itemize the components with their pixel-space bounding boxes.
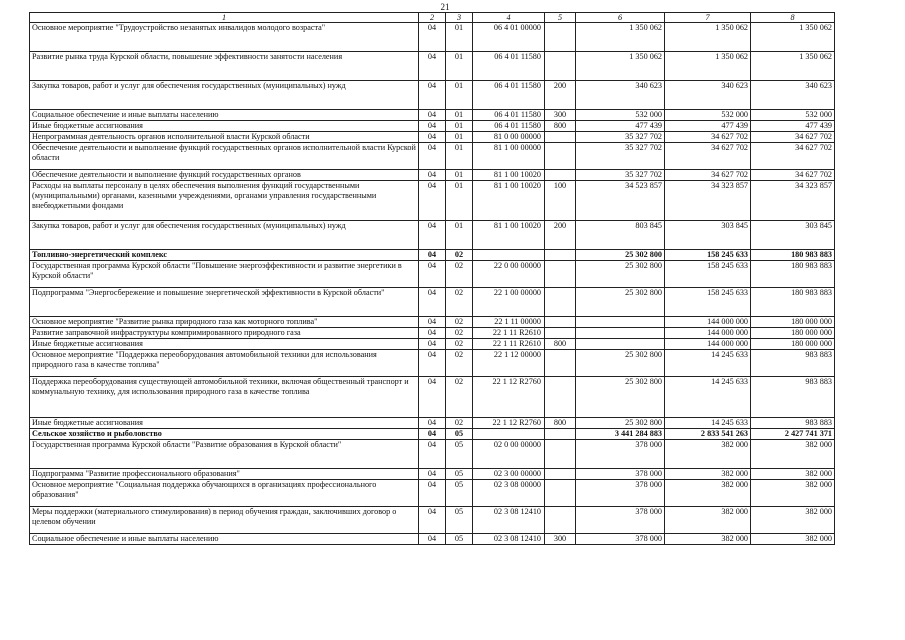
amount-year-1: 25 302 800 bbox=[576, 350, 665, 377]
amount-year-1: 532 000 bbox=[576, 110, 665, 121]
target-article-code: 22 1 11 R2610 bbox=[473, 328, 545, 339]
expense-type-code bbox=[545, 288, 576, 317]
expense-type-code bbox=[545, 23, 576, 52]
row-name: Иные бюджетные ассигнования bbox=[30, 121, 419, 132]
target-article-code: 06 4 01 11580 bbox=[473, 81, 545, 110]
subsection-code: 01 bbox=[446, 132, 473, 143]
subsection-code: 01 bbox=[446, 81, 473, 110]
subsection-code: 05 bbox=[446, 429, 473, 440]
amount-year-3: 382 000 bbox=[751, 440, 835, 469]
section-code: 04 bbox=[419, 181, 446, 221]
section-code: 04 bbox=[419, 52, 446, 81]
amount-year-2: 14 245 633 bbox=[665, 418, 751, 429]
amount-year-2: 382 000 bbox=[665, 507, 751, 534]
row-name: Государственная программа Курской области "Развитие образования в Курской области" bbox=[30, 440, 419, 469]
section-code: 04 bbox=[419, 339, 446, 350]
amount-year-3: 532 000 bbox=[751, 110, 835, 121]
section-code: 04 bbox=[419, 480, 446, 507]
row-name: Поддержка переоборудования существующей автомобильной техники, включая общественный транспорт и коммунальную технику, для использования природного газа в качестве топлива bbox=[30, 377, 419, 418]
target-article-code: 06 4 01 11580 bbox=[473, 110, 545, 121]
subsection-code: 01 bbox=[446, 181, 473, 221]
amount-year-2: 477 439 bbox=[665, 121, 751, 132]
expense-type-code: 800 bbox=[545, 121, 576, 132]
expense-type-code: 100 bbox=[545, 181, 576, 221]
amount-year-2: 382 000 bbox=[665, 534, 751, 545]
expense-type-code bbox=[545, 480, 576, 507]
row-name: Меры поддержки (материального стимулирования) в период обучения граждан, заключивших договор о целевом обучении bbox=[30, 507, 419, 534]
amount-year-3: 340 623 bbox=[751, 81, 835, 110]
amount-year-1: 378 000 bbox=[576, 440, 665, 469]
amount-year-1: 378 000 bbox=[576, 534, 665, 545]
expense-type-code: 800 bbox=[545, 339, 576, 350]
section-code: 04 bbox=[419, 261, 446, 288]
row-name: Развитие заправочной инфраструктуры компримированного природного газа bbox=[30, 328, 419, 339]
subsection-code: 02 bbox=[446, 418, 473, 429]
table-row bbox=[30, 288, 835, 317]
target-article-code: 06 4 01 00000 bbox=[473, 23, 545, 52]
subsection-code: 02 bbox=[446, 377, 473, 418]
table-row bbox=[30, 132, 835, 143]
expense-type-code bbox=[545, 377, 576, 418]
section-code: 04 bbox=[419, 418, 446, 429]
table-row bbox=[30, 317, 835, 328]
amount-year-3: 2 427 741 371 bbox=[751, 429, 835, 440]
row-name: Основное мероприятие "Развитие рынка природного газа как моторного топлива" bbox=[30, 317, 419, 328]
subsection-code: 02 bbox=[446, 261, 473, 288]
amount-year-2: 34 323 857 bbox=[665, 181, 751, 221]
amount-year-3: 180 983 883 bbox=[751, 250, 835, 261]
amount-year-3: 303 845 bbox=[751, 221, 835, 250]
target-article-code: 06 4 01 11580 bbox=[473, 121, 545, 132]
subsection-code: 01 bbox=[446, 121, 473, 132]
amount-year-2: 14 245 633 bbox=[665, 377, 751, 418]
subsection-code: 02 bbox=[446, 350, 473, 377]
row-name: Закупка товаров, работ и услуг для обеспечения государственных (муниципальных) нужд bbox=[30, 221, 419, 250]
expense-type-code: 200 bbox=[545, 81, 576, 110]
header-cell: 1 bbox=[30, 13, 419, 23]
table-row bbox=[30, 418, 835, 429]
table-row bbox=[30, 480, 835, 507]
table-row bbox=[30, 170, 835, 181]
target-article-code: 22 1 12 00000 bbox=[473, 350, 545, 377]
section-code: 04 bbox=[419, 121, 446, 132]
amount-year-2: 340 623 bbox=[665, 81, 751, 110]
row-name: Сельское хозяйство и рыболовство bbox=[30, 429, 419, 440]
expense-type-code: 200 bbox=[545, 221, 576, 250]
table-row bbox=[30, 261, 835, 288]
amount-year-2: 144 000 000 bbox=[665, 317, 751, 328]
subsection-code: 05 bbox=[446, 480, 473, 507]
amount-year-3: 983 883 bbox=[751, 350, 835, 377]
header-cell: 7 bbox=[665, 13, 751, 23]
target-article-code: 02 3 08 00000 bbox=[473, 480, 545, 507]
target-article-code: 81 1 00 10020 bbox=[473, 221, 545, 250]
amount-year-2: 34 627 702 bbox=[665, 143, 751, 170]
amount-year-2: 532 000 bbox=[665, 110, 751, 121]
amount-year-3: 382 000 bbox=[751, 507, 835, 534]
header-cell: 3 bbox=[446, 13, 473, 23]
row-name: Социальное обеспечение и иные выплаты населению bbox=[30, 110, 419, 121]
amount-year-3: 180 000 000 bbox=[751, 339, 835, 350]
amount-year-1 bbox=[576, 339, 665, 350]
amount-year-1: 35 327 702 bbox=[576, 132, 665, 143]
table-row bbox=[30, 23, 835, 52]
subsection-code: 05 bbox=[446, 440, 473, 469]
table-row bbox=[30, 110, 835, 121]
target-article-code: 02 3 08 12410 bbox=[473, 507, 545, 534]
table-row bbox=[30, 181, 835, 221]
amount-year-2: 14 245 633 bbox=[665, 350, 751, 377]
subsection-code: 01 bbox=[446, 110, 473, 121]
table-row bbox=[30, 507, 835, 534]
expense-type-code bbox=[545, 52, 576, 81]
section-code: 04 bbox=[419, 469, 446, 480]
subsection-code: 01 bbox=[446, 23, 473, 52]
amount-year-1: 378 000 bbox=[576, 469, 665, 480]
target-article-code: 02 3 00 00000 bbox=[473, 469, 545, 480]
amount-year-1: 34 523 857 bbox=[576, 181, 665, 221]
target-article-code: 22 1 12 R2760 bbox=[473, 377, 545, 418]
section-code: 04 bbox=[419, 534, 446, 545]
row-name: Подпрограмма "Энергосбережение и повышение энергетической эффективности в Курской области" bbox=[30, 288, 419, 317]
amount-year-2: 158 245 633 bbox=[665, 288, 751, 317]
amount-year-2: 158 245 633 bbox=[665, 250, 751, 261]
amount-year-1: 477 439 bbox=[576, 121, 665, 132]
header-cell: 4 bbox=[473, 13, 545, 23]
table-row bbox=[30, 328, 835, 339]
amount-year-2: 382 000 bbox=[665, 469, 751, 480]
expense-type-code bbox=[545, 350, 576, 377]
expense-type-code bbox=[545, 250, 576, 261]
amount-year-3: 180 983 883 bbox=[751, 261, 835, 288]
amount-year-1: 1 350 062 bbox=[576, 23, 665, 52]
subsection-code: 05 bbox=[446, 507, 473, 534]
amount-year-3: 34 627 702 bbox=[751, 170, 835, 181]
amount-year-3: 1 350 062 bbox=[751, 52, 835, 81]
target-article-code: 22 0 00 00000 bbox=[473, 261, 545, 288]
header-row bbox=[30, 13, 835, 23]
subsection-code: 02 bbox=[446, 250, 473, 261]
section-code: 04 bbox=[419, 110, 446, 121]
target-article-code: 22 1 12 R2760 bbox=[473, 418, 545, 429]
amount-year-1 bbox=[576, 317, 665, 328]
amount-year-1: 25 302 800 bbox=[576, 418, 665, 429]
header-cell: 5 bbox=[545, 13, 576, 23]
table-row bbox=[30, 81, 835, 110]
row-name: Развитие рынка труда Курской области, повышение эффективности занятости населения bbox=[30, 52, 419, 81]
row-name: Основное мероприятие "Социальная поддержка обучающихся в организациях профессионального образования" bbox=[30, 480, 419, 507]
target-article-code bbox=[473, 429, 545, 440]
subsection-code: 02 bbox=[446, 317, 473, 328]
amount-year-3: 180 000 000 bbox=[751, 317, 835, 328]
amount-year-1: 35 327 702 bbox=[576, 143, 665, 170]
amount-year-1: 35 327 702 bbox=[576, 170, 665, 181]
subsection-code: 02 bbox=[446, 288, 473, 317]
amount-year-2: 158 245 633 bbox=[665, 261, 751, 288]
amount-year-1: 3 441 284 883 bbox=[576, 429, 665, 440]
expense-type-code: 800 bbox=[545, 418, 576, 429]
amount-year-1: 378 000 bbox=[576, 480, 665, 507]
subsection-code: 02 bbox=[446, 328, 473, 339]
row-name: Основное мероприятие "Поддержка переоборудования автомобильной техники для использования природного газа в качестве топлива" bbox=[30, 350, 419, 377]
amount-year-1: 803 845 bbox=[576, 221, 665, 250]
expense-type-code bbox=[545, 469, 576, 480]
expense-type-code: 300 bbox=[545, 534, 576, 545]
table-row bbox=[30, 429, 835, 440]
row-name: Социальное обеспечение и иные выплаты населению bbox=[30, 534, 419, 545]
expense-type-code bbox=[545, 170, 576, 181]
amount-year-3: 382 000 bbox=[751, 534, 835, 545]
header-cell: 2 bbox=[419, 13, 446, 23]
row-name: Расходы на выплаты персоналу в целях обеспечения выполнения функций государственными (муниципальными) органами, казенными учреждениями, органами управления государственными внебюджетными фондами bbox=[30, 181, 419, 221]
section-code: 04 bbox=[419, 350, 446, 377]
expense-type-code bbox=[545, 440, 576, 469]
section-code: 04 bbox=[419, 377, 446, 418]
subsection-code: 01 bbox=[446, 221, 473, 250]
page-number: 21 bbox=[440, 2, 450, 12]
expense-type-code bbox=[545, 328, 576, 339]
table-row bbox=[30, 143, 835, 170]
table-row bbox=[30, 350, 835, 377]
amount-year-2: 303 845 bbox=[665, 221, 751, 250]
row-name: Топливно-энергетический комплекс bbox=[30, 250, 419, 261]
amount-year-3: 34 627 702 bbox=[751, 143, 835, 170]
amount-year-3: 34 323 857 bbox=[751, 181, 835, 221]
section-code: 04 bbox=[419, 81, 446, 110]
table-row bbox=[30, 534, 835, 545]
row-name: Государственная программа Курской области "Повышение энергоэффективности и развитие энергетики в Курской области" bbox=[30, 261, 419, 288]
section-code: 04 bbox=[419, 250, 446, 261]
expense-type-code bbox=[545, 507, 576, 534]
target-article-code: 81 1 00 10020 bbox=[473, 181, 545, 221]
section-code: 04 bbox=[419, 143, 446, 170]
row-name: Иные бюджетные ассигнования bbox=[30, 418, 419, 429]
subsection-code: 01 bbox=[446, 143, 473, 170]
subsection-code: 02 bbox=[446, 339, 473, 350]
table-row bbox=[30, 440, 835, 469]
section-code: 04 bbox=[419, 507, 446, 534]
target-article-code: 02 0 00 00000 bbox=[473, 440, 545, 469]
amount-year-1: 25 302 800 bbox=[576, 261, 665, 288]
section-code: 04 bbox=[419, 317, 446, 328]
amount-year-3: 34 627 702 bbox=[751, 132, 835, 143]
amount-year-1: 1 350 062 bbox=[576, 52, 665, 81]
amount-year-3: 382 000 bbox=[751, 469, 835, 480]
amount-year-3: 382 000 bbox=[751, 480, 835, 507]
section-code: 04 bbox=[419, 429, 446, 440]
target-article-code: 02 3 08 12410 bbox=[473, 534, 545, 545]
amount-year-3: 983 883 bbox=[751, 377, 835, 418]
table-row bbox=[30, 377, 835, 418]
table-row bbox=[30, 250, 835, 261]
section-code: 04 bbox=[419, 23, 446, 52]
table-row bbox=[30, 469, 835, 480]
header-cell: 6 bbox=[576, 13, 665, 23]
header-cell: 8 bbox=[751, 13, 835, 23]
amount-year-2: 34 627 702 bbox=[665, 132, 751, 143]
expense-type-code bbox=[545, 261, 576, 288]
amount-year-2: 1 350 062 bbox=[665, 52, 751, 81]
expense-type-code bbox=[545, 132, 576, 143]
amount-year-3: 180 000 000 bbox=[751, 328, 835, 339]
section-code: 04 bbox=[419, 132, 446, 143]
expense-type-code bbox=[545, 317, 576, 328]
amount-year-3: 477 439 bbox=[751, 121, 835, 132]
amount-year-2: 1 350 062 bbox=[665, 23, 751, 52]
amount-year-3: 1 350 062 bbox=[751, 23, 835, 52]
amount-year-1: 25 302 800 bbox=[576, 250, 665, 261]
amount-year-2: 144 000 000 bbox=[665, 339, 751, 350]
expense-type-code bbox=[545, 143, 576, 170]
section-code: 04 bbox=[419, 170, 446, 181]
section-code: 04 bbox=[419, 288, 446, 317]
subsection-code: 01 bbox=[446, 52, 473, 81]
target-article-code: 22 1 11 R2610 bbox=[473, 339, 545, 350]
amount-year-1: 340 623 bbox=[576, 81, 665, 110]
target-article-code: 06 4 01 11580 bbox=[473, 52, 545, 81]
amount-year-3: 983 883 bbox=[751, 418, 835, 429]
row-name: Обеспечение деятельности и выполнение функций государственных органов исполнительной власти Курской области bbox=[30, 143, 419, 170]
expense-type-code: 300 bbox=[545, 110, 576, 121]
target-article-code: 81 1 00 00000 bbox=[473, 143, 545, 170]
table-row bbox=[30, 121, 835, 132]
row-name: Основное мероприятие "Трудоустройство незанятых инвалидов молодого возраста" bbox=[30, 23, 419, 52]
amount-year-1 bbox=[576, 328, 665, 339]
table-row bbox=[30, 221, 835, 250]
amount-year-1: 25 302 800 bbox=[576, 377, 665, 418]
section-code: 04 bbox=[419, 328, 446, 339]
target-article-code: 81 0 00 00000 bbox=[473, 132, 545, 143]
row-name: Непрограммная деятельность органов исполнительной власти Курской области bbox=[30, 132, 419, 143]
target-article-code: 22 1 11 00000 bbox=[473, 317, 545, 328]
subsection-code: 01 bbox=[446, 170, 473, 181]
amount-year-2: 2 833 541 263 bbox=[665, 429, 751, 440]
table-row bbox=[30, 339, 835, 350]
section-code: 04 bbox=[419, 221, 446, 250]
amount-year-2: 382 000 bbox=[665, 480, 751, 507]
target-article-code: 22 1 00 00000 bbox=[473, 288, 545, 317]
row-name: Обеспечение деятельности и выполнение функций государственных органов bbox=[30, 170, 419, 181]
subsection-code: 05 bbox=[446, 469, 473, 480]
target-article-code bbox=[473, 250, 545, 261]
amount-year-2: 34 627 702 bbox=[665, 170, 751, 181]
expense-type-code bbox=[545, 429, 576, 440]
target-article-code: 81 1 00 10020 bbox=[473, 170, 545, 181]
amount-year-2: 382 000 bbox=[665, 440, 751, 469]
budget-table bbox=[29, 12, 835, 545]
row-name: Закупка товаров, работ и услуг для обеспечения государственных (муниципальных) нужд bbox=[30, 81, 419, 110]
section-code: 04 bbox=[419, 440, 446, 469]
row-name: Подпрограмма "Развитие профессионального образования" bbox=[30, 469, 419, 480]
amount-year-1: 25 302 800 bbox=[576, 288, 665, 317]
row-name: Иные бюджетные ассигнования bbox=[30, 339, 419, 350]
amount-year-3: 180 983 883 bbox=[751, 288, 835, 317]
amount-year-1: 378 000 bbox=[576, 507, 665, 534]
subsection-code: 05 bbox=[446, 534, 473, 545]
table-row bbox=[30, 52, 835, 81]
amount-year-2: 144 000 000 bbox=[665, 328, 751, 339]
